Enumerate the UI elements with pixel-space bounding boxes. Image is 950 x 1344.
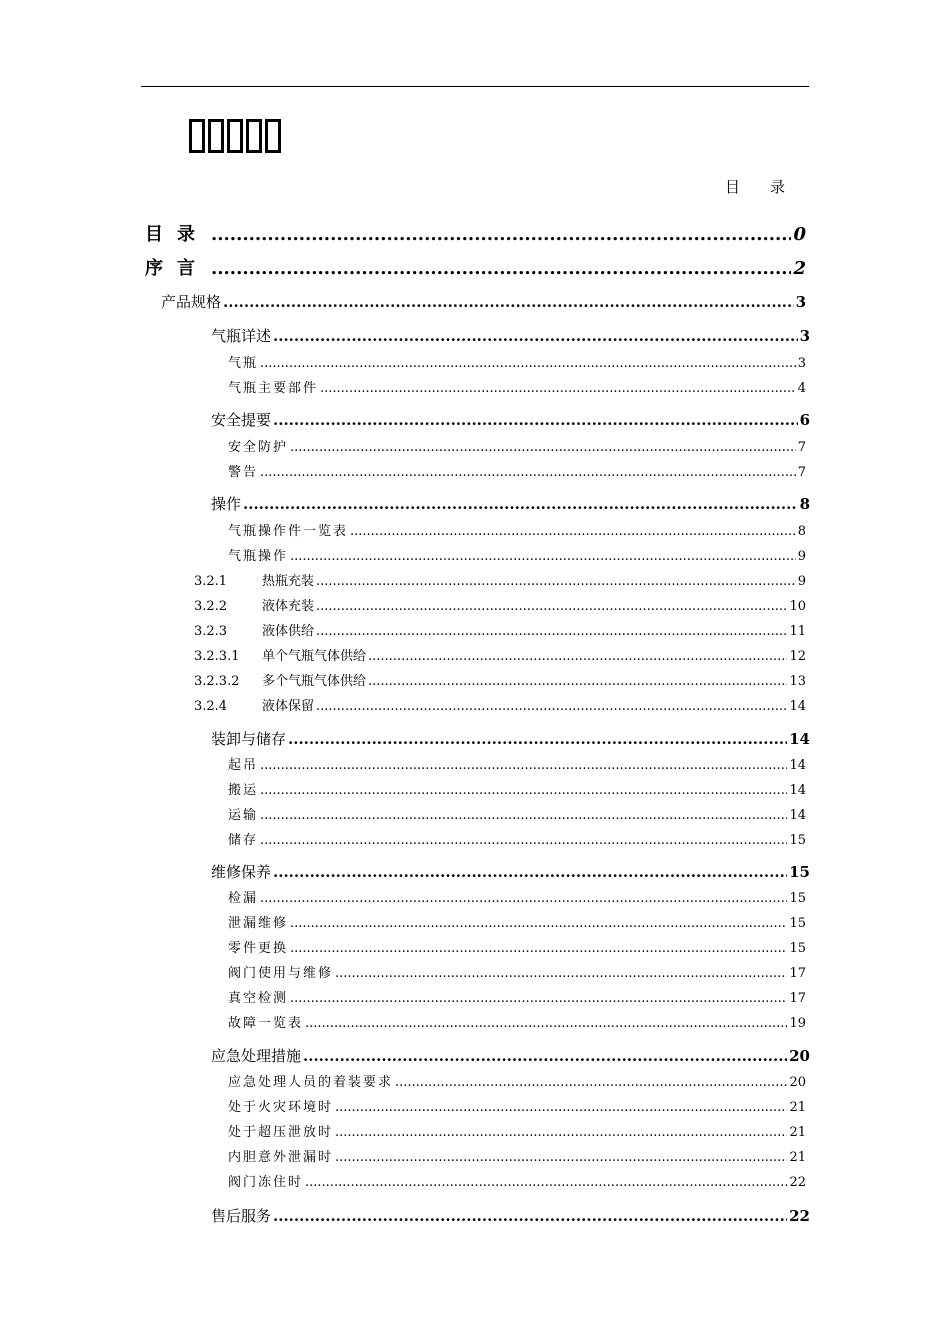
toc-entry-page-number: 15 (789, 833, 806, 848)
toc-entry-title: 气瓶操作 (228, 549, 289, 564)
toc-leader-dots (368, 649, 787, 664)
toc-entry-page-number: 14 (789, 730, 810, 748)
toc-entry-page-number: 15 (789, 916, 806, 931)
toc-leader-dots (273, 863, 787, 881)
toc-entry[interactable] (228, 887, 806, 906)
toc-entry-page-number: 4 (797, 381, 806, 396)
toc-entry-page-number: 20 (789, 1075, 806, 1090)
toc-entry-title: 零件更换 (228, 941, 289, 956)
toc-leader-dots (290, 916, 787, 931)
toc-entry[interactable] (228, 1121, 806, 1140)
toc-entry[interactable] (194, 595, 806, 614)
toc-leader-dots (260, 833, 787, 848)
toc-leader-dots (243, 495, 798, 513)
toc-entry[interactable] (228, 962, 806, 981)
toc-entry[interactable] (145, 254, 806, 280)
toc-entry-page-number: 9 (797, 549, 806, 564)
toc-entry-title: 安全防护 (228, 440, 289, 455)
toc-entry[interactable] (211, 493, 810, 514)
toc-entry-title: 液体充装 (262, 599, 315, 614)
toc-entry-section-number: 3.2.3.2 (194, 674, 240, 689)
toc-entry-title: 目录 (145, 224, 209, 245)
missing-glyph-box (189, 119, 205, 153)
toc-entry-page-number: 2 (793, 258, 806, 279)
toc-entry[interactable] (228, 779, 806, 798)
toc-entry-title: 起吊 (228, 758, 259, 773)
toc-entry[interactable] (211, 861, 810, 882)
toc-entry-page-number: 14 (789, 699, 806, 714)
toc-entry[interactable] (228, 520, 806, 539)
toc-entry-title: 警告 (228, 465, 259, 480)
toc-leader-dots (316, 574, 796, 589)
toc-entry-page-number: 9 (797, 574, 806, 589)
toc-entry-page-number: 11 (789, 624, 806, 639)
toc-entry-title: 应急处理措施 (211, 1047, 302, 1065)
toc-entry[interactable] (228, 1171, 806, 1190)
toc-leader-dots (303, 1047, 787, 1065)
toc-entry[interactable] (228, 829, 806, 848)
toc-entry-page-number: 21 (789, 1100, 806, 1115)
toc-entry-title: 气瓶主要部件 (228, 381, 319, 396)
toc-entry-page-number: 15 (789, 891, 806, 906)
toc-entry-title: 阀门冻住时 (228, 1175, 304, 1190)
toc-entry-title: 真空检测 (228, 991, 289, 1006)
toc-leader-dots (260, 891, 787, 906)
toc-leader-dots (260, 783, 787, 798)
toc-entry-title: 气瓶操作件一览表 (228, 524, 349, 539)
toc-leader-dots (395, 1075, 787, 1090)
toc-entry-title: 多个气瓶气体供给 (262, 674, 367, 689)
toc-leader-dots (260, 465, 796, 480)
toc-entry[interactable] (228, 754, 806, 773)
toc-entry-page-number: 6 (799, 411, 810, 429)
toc-entry[interactable] (228, 1012, 806, 1031)
toc-leader-dots (290, 549, 796, 564)
toc-entry-title: 应急处理人员的着装要求 (228, 1075, 394, 1090)
toc-entry-title: 操作 (211, 495, 242, 513)
toc-entry[interactable] (211, 1045, 810, 1066)
toc-entry-page-number: 20 (789, 1047, 810, 1065)
missing-glyph-box (265, 119, 281, 153)
toc-entry-page-number: 8 (799, 495, 810, 513)
toc-leader-dots (273, 327, 798, 345)
toc-entry-page-number: 14 (789, 808, 806, 823)
toc-entry-page-number: 8 (797, 524, 806, 539)
toc-entry-page-number: 17 (789, 966, 806, 981)
toc-entry[interactable] (228, 1146, 806, 1165)
toc-entry-title: 气瓶 (228, 356, 259, 371)
toc-entry-page-number: 14 (789, 758, 806, 773)
toc-entry-title: 液体供给 (262, 624, 315, 639)
toc-entry-page-number: 12 (789, 649, 806, 664)
toc-entry-title: 处于超压泄放时 (228, 1125, 334, 1140)
toc-entry-page-number: 22 (789, 1207, 810, 1225)
toc-entry[interactable] (228, 937, 806, 956)
toc-leader-dots (290, 440, 796, 455)
toc-entry-page-number: 14 (789, 783, 806, 798)
toc-entry-section-number: 3.2.3 (194, 624, 228, 639)
toc-leader-dots (320, 381, 796, 396)
toc-leader-dots (316, 699, 787, 714)
toc-entry-title: 处于火灾环境时 (228, 1100, 334, 1115)
toc-entry-page-number: 15 (789, 863, 810, 881)
toc-leader-dots (316, 599, 787, 614)
toc-entry-title: 安全提要 (211, 411, 272, 429)
missing-glyph-box (208, 119, 224, 153)
toc-entry[interactable] (194, 570, 806, 589)
toc-leader-dots (290, 991, 787, 1006)
toc-entry-page-number: 0 (793, 224, 806, 245)
toc-entry-page-number: 7 (797, 440, 806, 455)
toc-entry-page-number: 17 (789, 991, 806, 1006)
missing-glyph-title (189, 119, 281, 153)
toc-entry-title: 产品规格 (161, 293, 222, 311)
toc-entry[interactable] (211, 409, 810, 430)
toc-leader-dots (260, 808, 787, 823)
toc-entry-title: 运输 (228, 808, 259, 823)
toc-entry-title: 液体保留 (262, 699, 315, 714)
toc-leader-dots (335, 1150, 787, 1165)
toc-entry[interactable] (228, 1071, 806, 1090)
toc-entry-section-number: 3.2.4 (194, 699, 228, 714)
toc-entry-title: 故障一览表 (228, 1016, 304, 1031)
toc-leader-dots (335, 1125, 787, 1140)
toc-entry[interactable] (228, 545, 806, 564)
toc-entry[interactable] (194, 670, 806, 689)
toc-entry-title: 搬运 (228, 783, 259, 798)
toc-entry-title: 维修保养 (211, 863, 272, 881)
toc-entry-title: 储存 (228, 833, 259, 848)
toc-entry[interactable] (211, 325, 810, 346)
missing-glyph-box (246, 119, 262, 153)
toc-entry-title: 热瓶充装 (262, 574, 315, 589)
toc-entry[interactable] (194, 645, 806, 664)
toc-leader-dots (211, 258, 791, 279)
toc-leader-dots (273, 411, 798, 429)
toc-entry-title: 内胆意外泄漏时 (228, 1150, 334, 1165)
toc-entry-page-number: 7 (797, 465, 806, 480)
toc-leader-dots (305, 1175, 787, 1190)
toc-entry-title: 阀门使用与维修 (228, 966, 334, 981)
toc-entry-section-number: 3.2.1 (194, 574, 228, 589)
toc-entry-page-number: 21 (789, 1125, 806, 1140)
toc-leader-dots (335, 966, 787, 981)
toc-entry[interactable] (228, 987, 806, 1006)
toc-entry[interactable] (228, 461, 806, 480)
toc-leader-dots (260, 356, 796, 371)
toc-entry[interactable] (145, 220, 806, 246)
toc-entry[interactable] (228, 377, 806, 396)
toc-entry-section-number: 3.2.2 (194, 599, 228, 614)
toc-entry-page-number: 3 (799, 327, 810, 345)
toc-entry-title: 检漏 (228, 891, 259, 906)
toc-leader-dots (368, 674, 787, 689)
toc-heading: 目录 (725, 178, 816, 196)
toc-leader-dots (290, 941, 787, 956)
toc-entry-title: 装卸与储存 (211, 730, 287, 748)
toc-entry[interactable] (228, 1096, 806, 1115)
toc-leader-dots (260, 758, 787, 773)
toc-entry-page-number: 19 (789, 1016, 806, 1031)
toc-leader-dots (211, 224, 791, 245)
toc-entry-page-number: 22 (789, 1175, 806, 1190)
toc-entry-title: 泄漏维修 (228, 916, 289, 931)
toc-entry-page-number: 15 (789, 941, 806, 956)
toc-entry-page-number: 13 (789, 674, 806, 689)
toc-entry-title: 序言 (145, 258, 209, 279)
toc-leader-dots (223, 293, 794, 311)
missing-glyph-box (227, 119, 243, 153)
toc-entry[interactable] (228, 436, 806, 455)
toc-entry[interactable] (211, 1205, 810, 1226)
toc-entry-title: 气瓶详述 (211, 327, 272, 345)
toc-leader-dots (288, 730, 787, 748)
toc-entry-section-number: 3.2.3.1 (194, 649, 240, 664)
toc-leader-dots (316, 624, 787, 639)
toc-entry[interactable] (194, 695, 806, 714)
toc-entry-page-number: 3 (797, 356, 806, 371)
toc-entry[interactable] (228, 804, 806, 823)
toc-entry-page-number: 10 (789, 599, 806, 614)
toc-entry-title: 单个气瓶气体供给 (262, 649, 367, 664)
toc-leader-dots (335, 1100, 787, 1115)
toc-leader-dots (273, 1207, 787, 1225)
toc-entry[interactable] (228, 912, 806, 931)
toc-entry[interactable] (211, 728, 810, 749)
toc-leader-dots (305, 1016, 787, 1031)
toc-entry-page-number: 3 (795, 293, 806, 311)
toc-entry-page-number: 21 (789, 1150, 806, 1165)
toc-entry[interactable] (228, 352, 806, 371)
toc-entry-title: 售后服务 (211, 1207, 272, 1225)
header-rule (141, 86, 809, 87)
toc-entry[interactable] (194, 620, 806, 639)
toc-leader-dots (350, 524, 796, 539)
toc-entry[interactable] (161, 291, 806, 312)
